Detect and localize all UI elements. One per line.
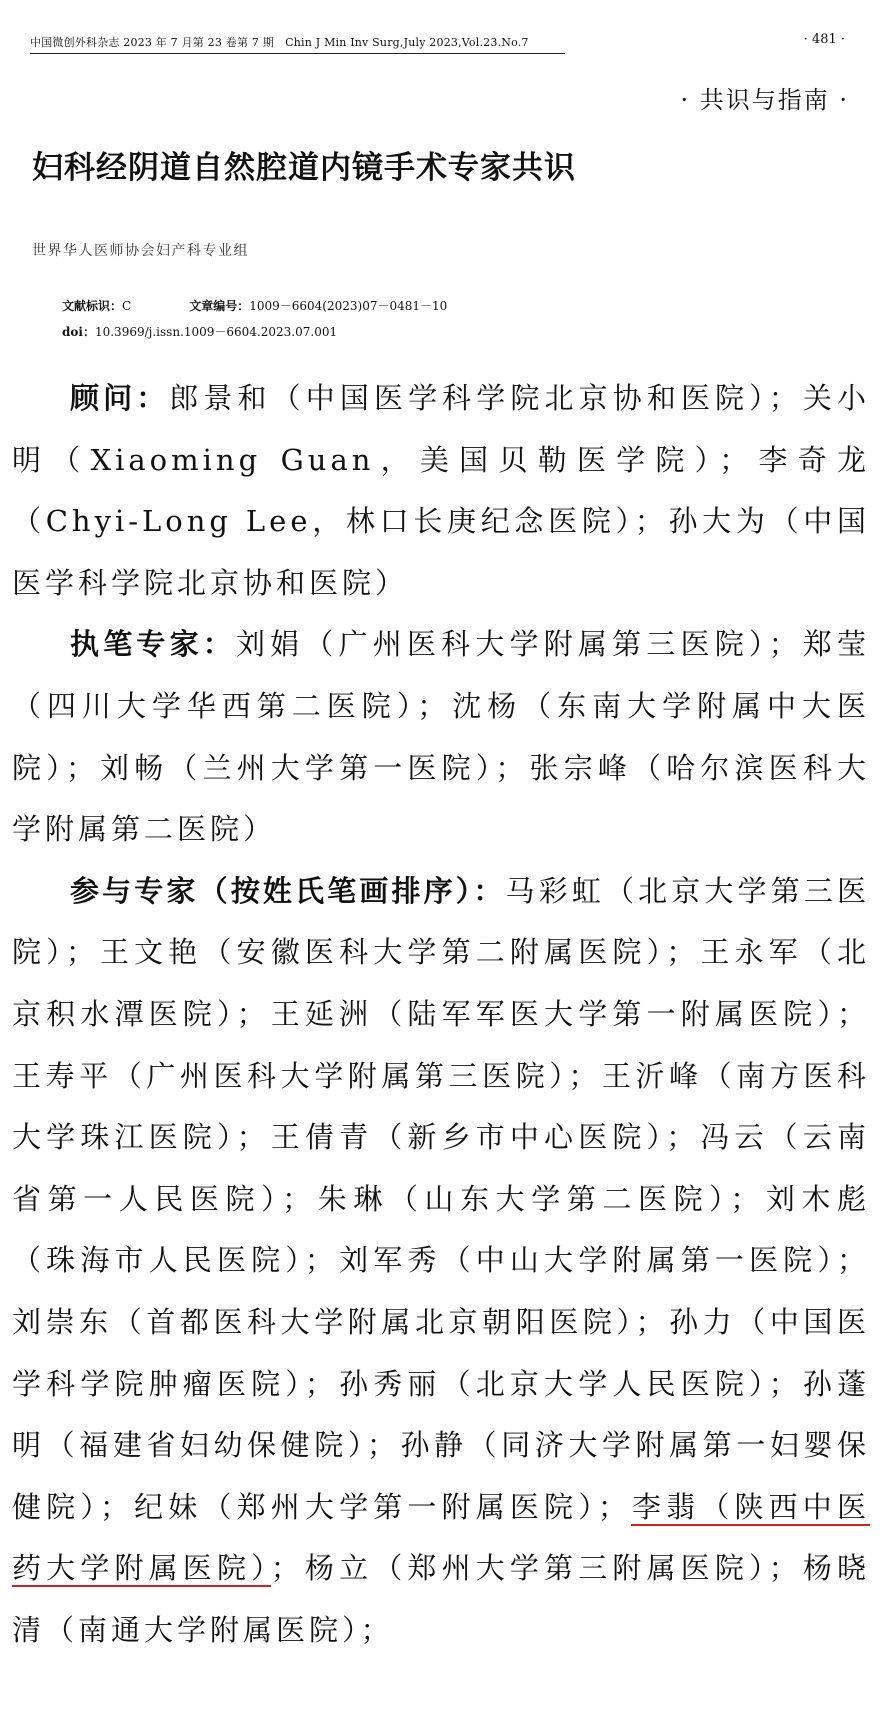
highlighted-author: 李翡（陕西中医药大学附属医院） [12, 1489, 870, 1586]
body-text [12, 368, 870, 1661]
doc-code: C [122, 299, 132, 313]
author-group: 世界华人医师协会妇产科专业组 [32, 243, 249, 259]
running-header: 中国微创外科杂志 2023 年 7 月第 23 卷第 7 期 Chin J Min Inv Surg,July 2023,Vol.23.No.7 [30, 34, 565, 54]
writers-label: 执笔专家： [70, 627, 236, 662]
doi-label: doi： [62, 325, 95, 339]
participants-label: 参与专家（按姓氏笔画排序）： [70, 873, 506, 908]
participants-text-after: ；杨立（郑州大学第三附属医院）；杨晓清（南通大学附属医院）； [12, 1551, 870, 1647]
participants-paragraph [12, 861, 870, 1662]
advisors-text: 郎景和（中国医学科学院北京协和医院）；关小明（Xiaoming Guan，美国贝勒医学院）；李奇龙（Chyi-Long Lee，林口长庚纪念医院）；孙大为（中国医学科学院北京协和医院） [12, 381, 870, 600]
writers-text: 刘娟（广州医科大学附属第三医院）；郑莹（四川大学华西第二医院）；沈杨（东南大学附属中大医院）；刘畅（兰州大学第一医院）；张宗峰（哈尔滨医科大学附属第二医院） [12, 627, 870, 847]
writers-paragraph [12, 614, 870, 860]
section-label: · 共识与指南 · [680, 86, 849, 114]
doc-code-label: 文献标识： [62, 299, 123, 313]
article-no-label: 文章编号： [189, 299, 250, 313]
page-number: · 481 · [803, 32, 845, 47]
article-title: 妇科经阴道自然腔道内镜手术专家共识 [32, 150, 576, 186]
doi-value[interactable]: 10.3969/j.issn.1009－6604.2023.07.001 [94, 325, 338, 339]
advisors-paragraph [12, 368, 870, 614]
meta-row [62, 297, 447, 314]
advisors-label: 顾问： [70, 381, 170, 415]
article-no: 1009－6604(2023)07－0481－10 [249, 299, 448, 313]
doi-row [62, 323, 337, 340]
participants-text-before: 马彩虹（北京大学第三医院）；王文艳（安徽医科大学第二附属医院）；王永军（北京积水潭医院）；王延洲（陆军军医大学第一附属医院）；王寿平（广州医科大学附属第三医院）；王沂峰（南方医科大学珠江医院）；王倩青（新乡市中心医院）；冯云（云南省第一人民医院）；朱琳（山东大学第二医院）；刘木彪（珠海市人民医院）；刘军秀（中山大学附属第一医院）；刘崇东（首都医科大学附属北京朝阳医院）；孙力（中国医学科学院肿瘤医院）；孙秀丽（北京大学人民医院）；孙蓬明（福建省妇幼保健院）；孙静（同济大学附属第一妇婴保健院）；纪妹（郑州大学第一附属医院）； [12, 873, 870, 1524]
